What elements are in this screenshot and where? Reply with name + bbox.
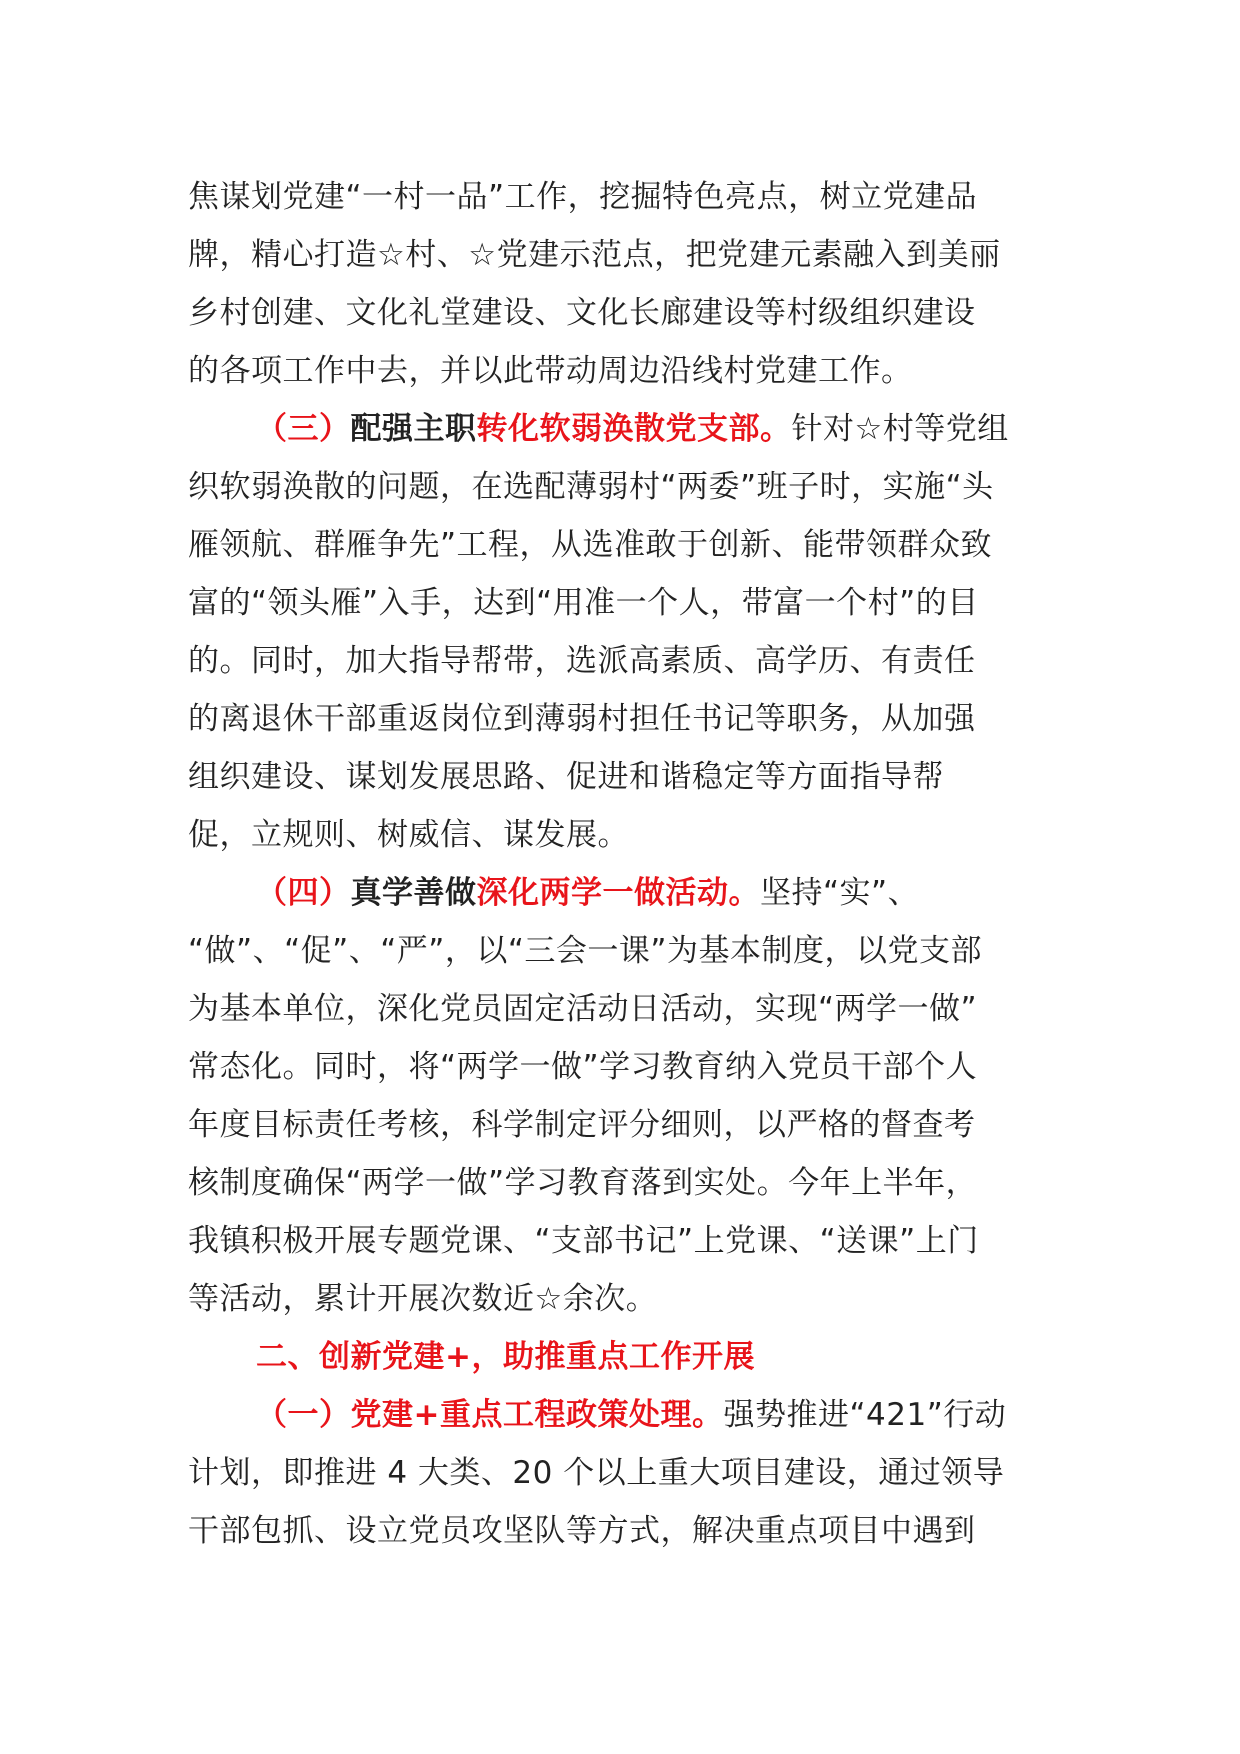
text-line: 的各项工作中去，并以此带动周边沿线村党建工作。 xyxy=(188,353,913,389)
text-line: 干部包抓、设立党员攻坚队等方式，解决重点项目中遇到 xyxy=(188,1513,976,1549)
text-line: 计划，即推进 4 大类、20 个以上重大项目建设，通过领导 xyxy=(188,1455,1005,1491)
text-line: 焦谋划党建“一村一品”工作，挖掘特色亮点，树立党建品 xyxy=(188,179,978,215)
section-3-heading-black: 配强主职 xyxy=(350,411,477,447)
section-4-number: （四） xyxy=(256,875,351,911)
text-line: 组织建设、谋划发展思路、促进和谐稳定等方面指导帮 xyxy=(188,759,944,795)
body-text xyxy=(188,168,1068,1560)
section-3-number: （三） xyxy=(256,411,351,447)
section-4-heading-line xyxy=(188,864,1068,922)
section-3-heading-red: 转化软弱涣散党支部。 xyxy=(476,411,792,447)
text-line: 等活动，累计开展次数近☆余次。 xyxy=(188,1281,658,1317)
subsection-1-heading-line xyxy=(188,1386,1068,1444)
section-2-heading: 二、创新党建+，助推重点工作开展 xyxy=(256,1339,755,1375)
text-line: 常态化。同时，将“两学一做”学习教育纳入党员干部个人 xyxy=(188,1049,978,1085)
section-4-heading-black: 真学善做 xyxy=(350,875,477,911)
text-line: 年度目标责任考核，科学制定评分细则，以严格的督查考 xyxy=(188,1107,976,1143)
section-4-first-text: 坚持“实”、 xyxy=(760,875,920,911)
subsection-1-first-text: 强势推进“421”行动 xyxy=(723,1397,1007,1433)
text-line: 的。同时，加大指导帮带，选派高素质、高学历、有责任 xyxy=(188,643,976,679)
text-line: 雁领航、群雁争先”工程，从选准敢于创新、能带领群众致 xyxy=(188,527,993,563)
section-4-heading-red: 深化两学一做活动。 xyxy=(476,875,760,911)
text-line: 核制度确保“两学一做”学习教育落到实处。今年上半年， xyxy=(188,1165,978,1201)
text-line: 牌，精心打造☆村、☆党建示范点，把党建元素融入到美丽 xyxy=(188,237,1001,273)
text-line: 乡村创建、文化礼堂建设、文化长廊建设等村级组织建设 xyxy=(188,295,976,331)
text-line: 为基本单位，深化党员固定活动日活动，实现“两学一做” xyxy=(188,991,978,1027)
section-3-first-text: 针对☆村等党组 xyxy=(791,411,1009,447)
text-line: 促，立规则、树威信、谋发展。 xyxy=(188,817,629,853)
subsection-1-heading: （一）党建+重点工程政策处理。 xyxy=(256,1397,724,1433)
text-line: “做”、“促”、“严”，以“三会一课”为基本制度，以党支部 xyxy=(188,933,982,969)
text-line: 的离退休干部重返岗位到薄弱村担任书记等职务，从加强 xyxy=(188,701,976,737)
text-line: 织软弱涣散的问题，在选配薄弱村“两委”班子时，实施“头 xyxy=(188,469,994,505)
text-line: 富的“领头雁”入手，达到“用准一个人，带富一个村”的目 xyxy=(188,585,979,621)
section-3-heading-line xyxy=(188,400,1068,458)
text-line: 我镇积极开展专题党课、“支部书记”上党课、“送课”上门 xyxy=(188,1223,979,1259)
